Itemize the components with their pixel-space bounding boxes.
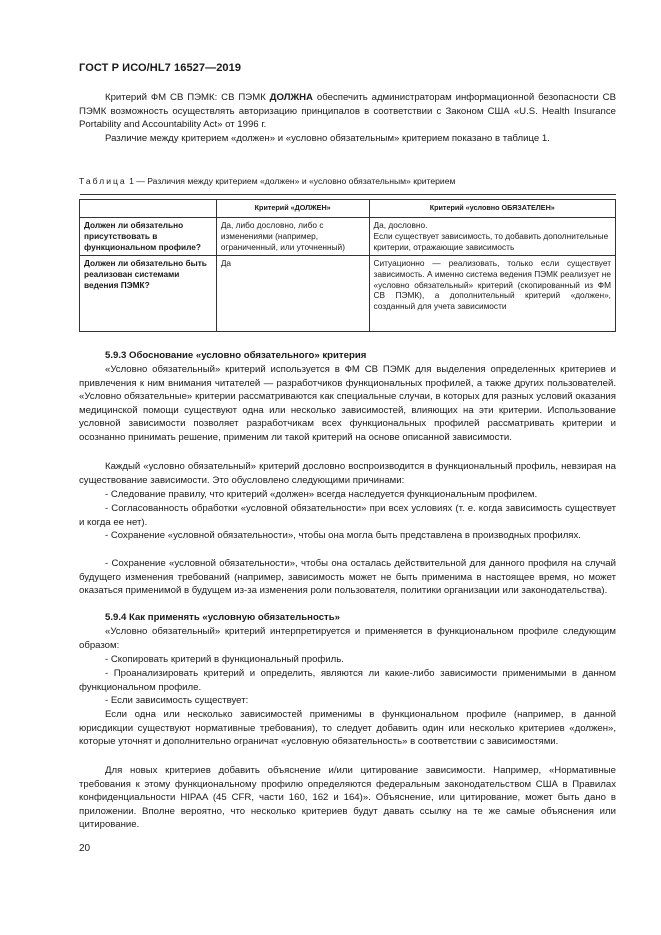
table-header-row [80,200,616,218]
table-row [80,218,616,256]
section-594-bullet-2: - Проанализировать критерий и определить, являются ли какие-либо зависимости применимыми в данном функциональном профиле. [79,668,616,693]
table-caption [79,176,455,186]
table-header-conditional: Критерий «условно ОБЯЗАТЕЛЕН» [369,200,615,218]
intro-bold-word: ДОЛЖНА [269,92,313,103]
cell-line: Да, дословно. [373,220,428,230]
section-title-593: 5.9.3 Обоснование «условно обязательного» критерия [105,350,367,361]
table-caption-text: 1 — Различия между критерием «должен» и «условно обязательным» критерием [126,176,456,186]
table-row [80,255,616,331]
intro-paragraph-1 [79,91,616,132]
table-cell-conditional [369,218,615,256]
section-593-bullet-4: - Сохранение «условной обязательности», чтобы она осталась действительной для данного профиля на случай будущего изменения требований (например, зависимость может не быть применима в настоящее время, но может оказаться применимой в будущем из-за изменения роли пользователя, политики организации или законодательства). [79,558,616,596]
cell-line: Ситуационно — реализовать, только если существует зависимость. А именно система ведения ПЭМК реализует не «условно обязательный» критерий (скопированный из ФМ СВ ПЭМК), а дополнительный критерий «должен», созданный для учета зависимости [373,257,611,312]
intro-paragraph-2: Различие между критерием «должен» и «условно обязательным» критерием показано в таблице 1. [105,133,550,144]
intro-text: Критерий ФМ СВ ПЭМК: СВ ПЭМК [105,92,270,103]
document-header: ГОСТ Р ИСО/HL7 16527—2019 [79,62,242,74]
table-cell-conditional [369,255,615,331]
section-593-bullet-3: - Сохранение «условной обязательности», чтобы она могла быть представлена в производных профилях. [105,530,581,541]
table-header-empty [80,200,217,218]
table-cell-question: Должен ли обязательно присутствовать в функциональном профиле? [80,218,217,256]
table-cell-must: Да [216,255,369,331]
section-593-bullet-2: - Согласованность обработки «условной обязательности» при всех условиях (т. е. когда зависимость существует и когда ее нет). [79,503,616,528]
section-594-bullet-3: - Если зависимость существует: [105,695,249,706]
section-594-paragraph-1: «Условно обязательный» критерий интерпретируется и применяется в функциональном профиле следующим образом: [79,626,616,651]
section-594-bullet-1: - Скопировать критерий в функциональный профиль. [105,654,344,665]
intro-text-end: обеспечить администраторам информационной безопасности СВ ПЭМК возможность осуществлять авторизацию принципалов в соответствии с Законом США «U.S. Health Insurance Portability and Accountability Act» от 1996 г. [79,92,616,130]
section-594-paragraph-3: Для новых критериев добавить объяснение и/или цитирование зависимости. Например, «Нормативные требования к этому функциональному профилю определяются федеральным законодательством США в Правилах конфиденциальности HIPAA (45 CFR, части 160, 162 и 164)». Объяснение, или цитирование, может быть дано в приложении. Вполне вероятно, что несколько критериев будут давать ссылку на те же самые объяснения или цитирование. [79,765,616,830]
cell-line: Если существует зависимость, то добавить дополнительные критерии, отражающие зависимость [373,230,609,252]
table-caption-label: Таблица [79,176,127,186]
comparison-table [79,194,616,332]
table-cell-question: Должен ли обязательно быть реализован системами ведения ПЭМК? [80,255,217,331]
page-number: 20 [79,843,91,854]
section-593-bullet-1: - Следование правилу, что критерий «должен» всегда наследуется функциональным профилем. [105,489,538,500]
section-593-paragraph-2: Каждый «условно обязательный» критерий дословно воспроизводится в функциональный профиль, невзирая на существование зависимости. Это обусловлено следующими причинами: [79,461,616,486]
table-cell-must: Да, либо дословно, либо с изменениями (например, ограниченный, или уточненный) [216,218,369,256]
section-593-paragraph-1: «Условно обязательный» критерий используется в ФМ СВ ПЭМК для выделения определенных критериев и привлечения к ним внимания читателей — разработчиков функциональных профилей, а также других пользователей. «Условно обязательные» критерии рассматриваются как специальные случаи, в которых для разных условий оказания медицинской помощи существуют одна или несколько зависимостей, влияющих на эти критерии. Использование условной зависимости позволяет разработчикам всех функциональных профилей рассматривать критерии и осознанно принимать решение, применим ли такой критерий на основе описанной зависимости. [79,364,616,443]
section-title-594: 5.9.4 Как применять «условную обязательность» [105,612,340,623]
table-header-must: Критерий «ДОЛЖЕН» [216,200,369,218]
section-594-paragraph-2: Если одна или несколько зависимостей применимы в функциональном профиле (например, в данной юрисдикции существуют нормативные требования), то следует добавить один или несколько критериев «должен», которые уточнят и дополнительно ограничат «условную обязательность» в соответствии с зависимостями. [79,709,616,747]
